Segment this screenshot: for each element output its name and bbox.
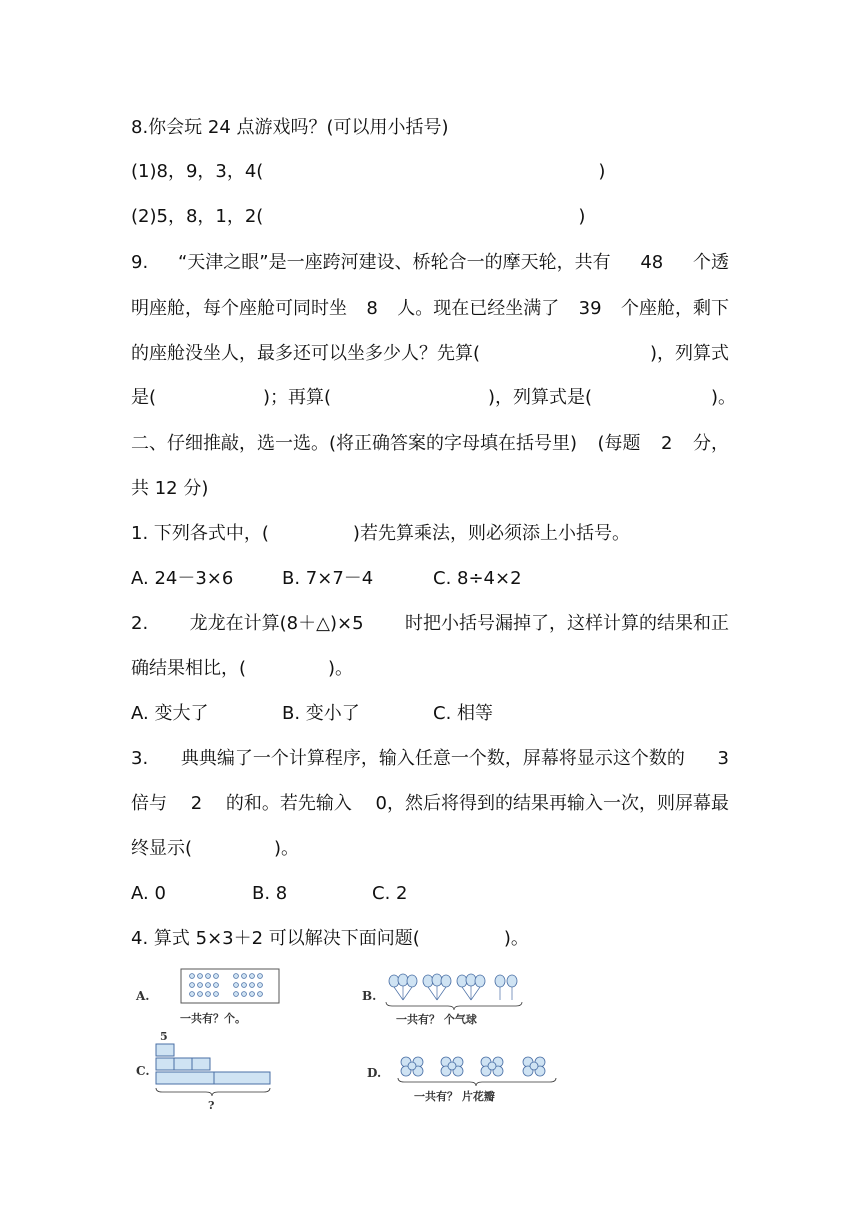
s2q3-text-f: )。 [274,838,300,859]
s2q3-number: 3. [131,748,149,769]
s2q4-stem-a: 4. 算式 5×3＋2 可以解决下面问题( [131,928,420,949]
q8-part1-text: (1)8，9，3，4( [131,161,264,182]
q9-text-k: )。 [711,387,737,408]
q9-text-d: 人。现在已经坐满了 [397,298,560,319]
s2q1-option-a: A. 24－3×6 [131,568,234,589]
s2q3-line2 [131,792,729,816]
q9-line3 [131,342,729,366]
fig-c-bar-diagram [154,1042,274,1102]
s2q2-line2 [131,657,353,681]
q8-title: 8.你会玩 24 点游戏吗？(可以用小括号) [131,117,449,138]
q9-line2 [131,297,729,321]
q9-num-48: 48 [640,252,664,273]
section2-unit: 分， [692,433,729,454]
section2-heading [131,432,729,456]
q9-text-e: 个座舱，剩下 [620,298,729,319]
s2q2-text-c: 确结果相比，( [131,658,247,679]
s2q1-option-b: B. 7×7－4 [282,568,374,589]
fig-c-top-number: 5 [160,1030,168,1043]
s2q2-text-a: 龙龙在计算(8＋△)×5 [189,613,364,634]
q8-part2-text: (2)5，8，1，2( [131,206,264,227]
section2-points: 2 [661,433,673,454]
s2q3-option-a: A. 0 [131,883,166,904]
q9-num-8: 8 [366,298,378,319]
fig-d-flowers [394,1052,562,1088]
s2q3-text-c: 的和。若先输入 [225,793,352,814]
s2q3-line1 [131,747,729,771]
s2q1-option-c: C. 8÷4×2 [433,568,522,589]
q9-text-i: )；再算( [263,387,332,408]
fig-a-label: A. [136,989,150,1003]
s2q2-line1 [131,612,729,636]
s2q3-text-e: 终显示( [131,838,193,859]
s2q4-stem-b: )。 [503,928,529,949]
q9-line1 [131,251,729,275]
q8-part1 [131,160,605,184]
s2q3-text-b: 倍与 [131,793,167,814]
fig-a-caption: 一共有？个。 [180,1012,246,1025]
s2q1-stem [131,522,630,546]
section2-total: 共 12 分) [131,478,209,499]
s2q2-text-b: 时把小括号漏掉了，这样计算的结果和正 [405,613,729,634]
s2q3-text-a: 典典编了一个计算程序，输入任意一个数，屏幕将显示这个数的 [180,748,685,769]
section2-title: 二、仔细推敲，选一选。(将正确答案的字母填在括号里) [131,433,578,454]
fig-d-caption: 一共有？ 片花瓣 [414,1090,495,1103]
q9-text-h: 是( [131,387,157,408]
fig-b-caption: 一共有？ 个气球 [396,1013,477,1026]
s2q1-stem-b: )若先算乘法，则必须添上小括号。 [352,523,630,544]
s2q4-stem [131,927,529,951]
q8-part1-close: ) [598,161,606,182]
fig-d-label: D. [367,1066,382,1080]
q9-text-j: )，列算式是( [488,387,593,408]
s2q1-stem-a: 1. 下列各式中，( [131,523,269,544]
q9-text-a: “天津之眼”是一座跨河建设、桥轮合一的摩天轮，共有 [177,252,611,273]
q8-part2 [131,205,585,229]
section2-each: (每题 [597,433,641,454]
fig-c-question: ? [208,1099,215,1112]
q9-text-b: 个透 [693,252,729,273]
q9-text-f: 的座舱没坐人，最多还可以坐多少人？先算( [131,343,481,364]
s2q3-option-c: C. 2 [372,883,408,904]
s2q3-num-3: 3 [717,748,729,769]
fig-b-balloons [382,972,528,1012]
q9-text-g: )，列算式 [649,343,729,364]
q9-number: 9. [131,252,149,273]
s2q2-option-c: C. 相等 [433,703,494,724]
q9-text-c: 明座舱，每个座舱可同时坐 [131,298,347,319]
s2q3-num-2: 2 [190,793,203,814]
s2q2-option-a: A. 变大了 [131,703,209,724]
fig-c-label: C. [136,1064,150,1078]
s2q2-number: 2. [131,613,149,634]
fig-b-label: B. [362,989,377,1003]
s2q3-text-d: 0，然后将得到的结果再输入一次，则屏幕最 [375,793,729,814]
q9-num-39: 39 [578,298,602,319]
s2q3-option-b: B. 8 [252,883,288,904]
s2q2-text-d: )。 [328,658,354,679]
s2q3-line3 [131,837,299,861]
q8-part2-close: ) [578,206,586,227]
fig-a-dot-grid [180,968,280,1004]
s2q2-option-b: B. 变小了 [282,703,360,724]
